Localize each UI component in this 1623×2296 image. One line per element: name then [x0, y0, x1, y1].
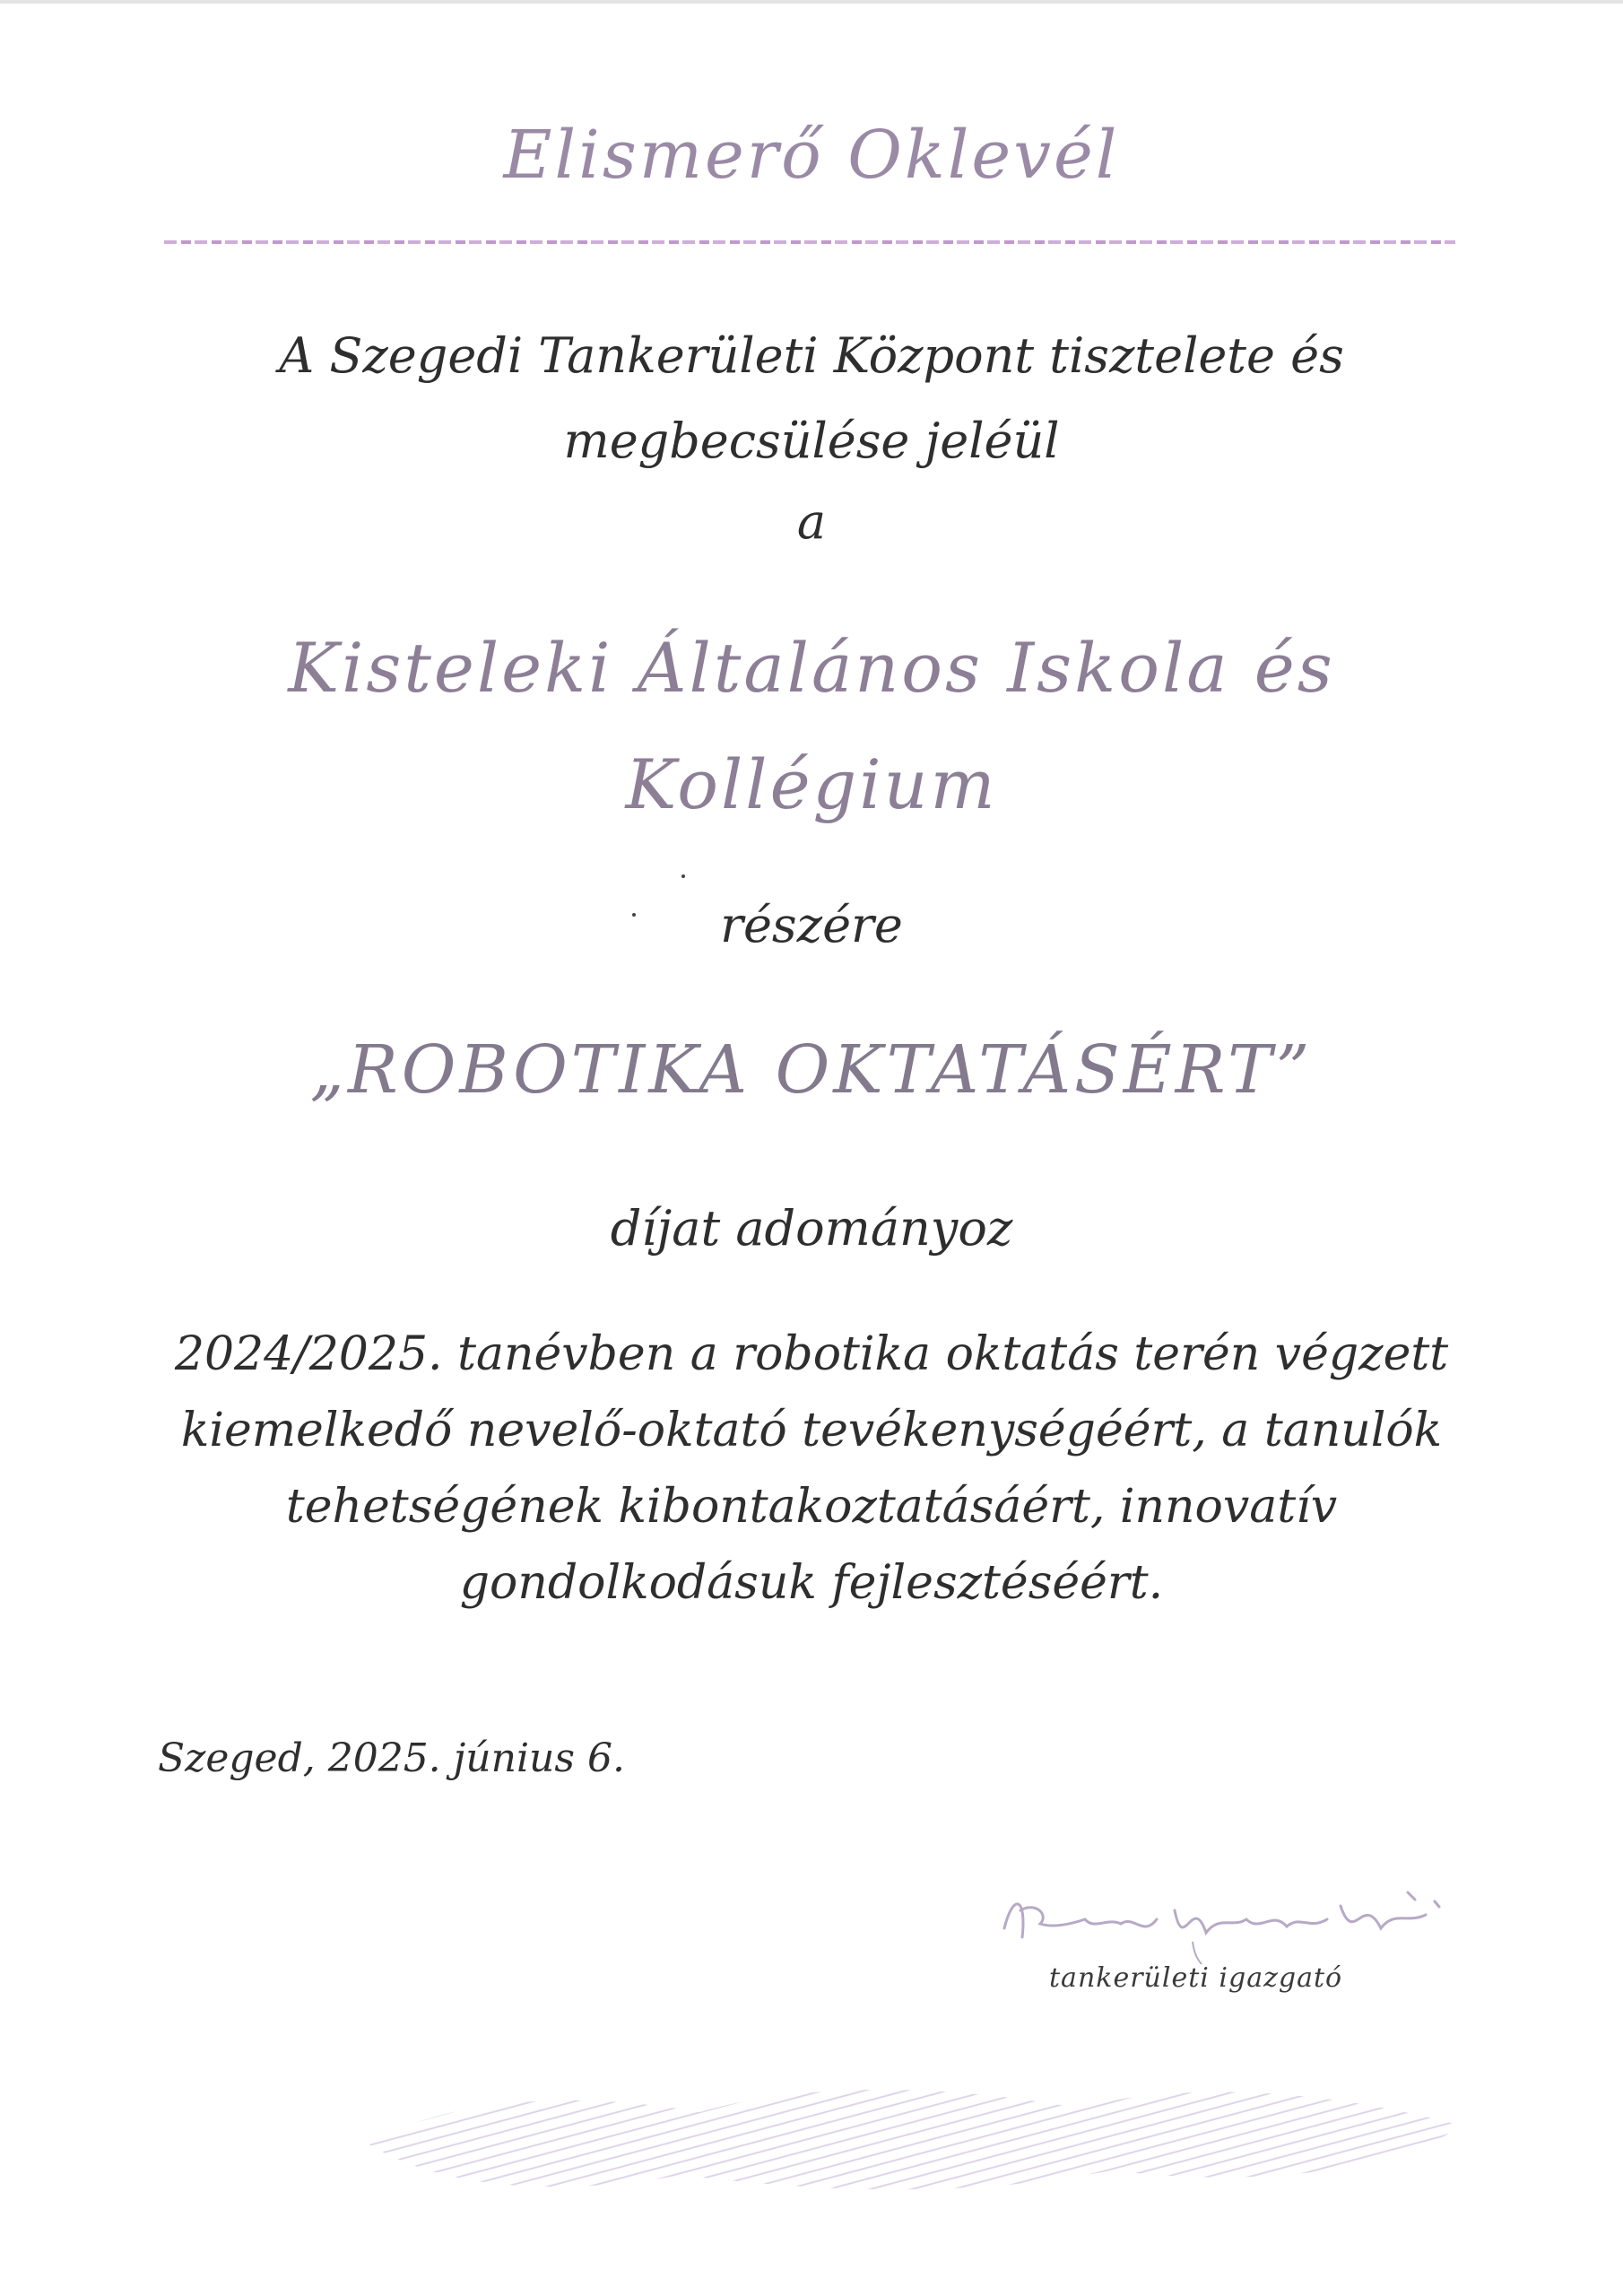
- title-divider: [164, 240, 1455, 244]
- signer-title: tankerületi igazgató: [1049, 1962, 1343, 1994]
- reason-line-4: gondolkodásuk fejlesztéséért.: [459, 1556, 1164, 1610]
- embossed-seal: [341, 2063, 1488, 2206]
- intro-line-2: megbecsülése jeléül: [563, 413, 1060, 469]
- recipient-line-1: Kisteleki Általános Iskola és: [288, 628, 1335, 708]
- reason-line-2: kiemelkedő nevelő-oktató tevékenységéért, a tanulók: [180, 1404, 1443, 1457]
- place-date: Szeged, 2025. június 6.: [158, 1735, 625, 1781]
- intro-line-1: A Szegedi Tankerületi Központ tisztelete és: [279, 327, 1344, 384]
- grant-label: díjat adományoz: [610, 1200, 1013, 1257]
- reason-line-1: 2024/2025. tanévben a robotika oktatás terén végzett: [174, 1327, 1449, 1381]
- intro-line-3: a: [796, 493, 827, 550]
- award-name: „ROBOTIKA OKTATÁSÉRT”: [309, 1031, 1314, 1109]
- handwritten-signature: [986, 1874, 1453, 1973]
- recipient-line-2: Kollégium: [625, 744, 998, 824]
- reason-line-3: tehetségének kibontakoztatásáért, innovatív: [285, 1480, 1338, 1534]
- paper-edge: [0, 0, 1623, 4]
- for-label: részére: [720, 897, 903, 953]
- paper-speck: [681, 874, 685, 878]
- certificate-title: Elismerő Oklevél: [503, 117, 1120, 194]
